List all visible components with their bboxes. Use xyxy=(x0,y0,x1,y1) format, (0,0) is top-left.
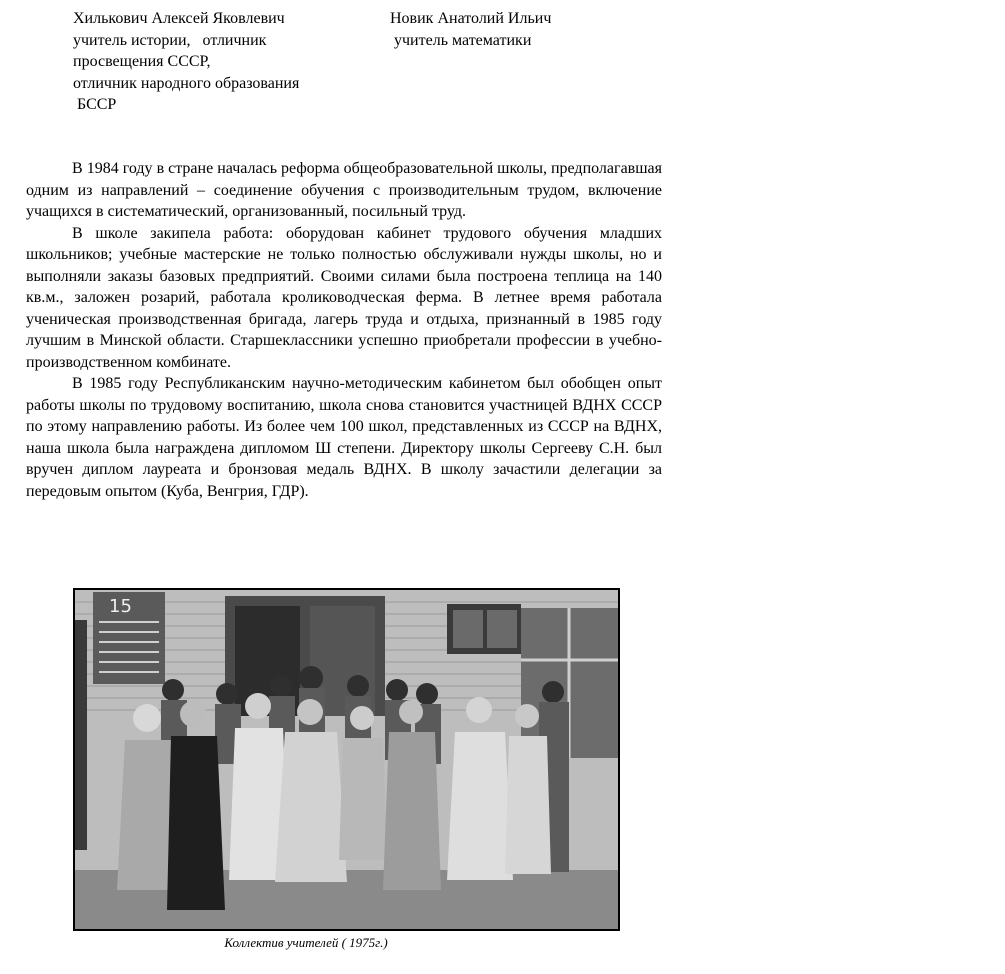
photo-illustration xyxy=(75,590,618,929)
paragraph: В школе закипела работа: оборудован кабинет трудового обучения младших школьников; учебные мастерские не только полностью обслуживали нужды школы, но и выполняли заказы базовых предприятий. Своими силами была построена теплица на 140 кв.м., заложен розарий, работала кролиководческая ферма. В летнее время работала ученическая производственная бригада, лагерь труда и отдыха, признанный в 1985 году лучшим в Минской области. Старшеклассники успешно приобретали профессии в учебно-производственном комбинате. xyxy=(26,224,662,371)
author-right-name: Новик Анатолий Ильич xyxy=(390,10,552,27)
paragraph: В 1984 году в стране началась реформа общеобразовательной школы, предполагавшая одним из направлений – соединение обучения с производительным трудом, включение учащихся в систематический, организованный, посильный труд. xyxy=(26,160,662,220)
author-left-line: просвещения СССР, xyxy=(73,53,211,70)
author-left-line: БССР xyxy=(73,96,117,113)
author-left-line: учитель истории, отличник xyxy=(73,31,267,49)
paragraph: В 1985 году Республиканским научно-методическим кабинетом был обобщен опыт работы школы по трудовому воспитанию, школа снова становится участницей ВДНХ СССР по этому направлению работы. Из более чем 100 школ, представленных из СССР на ВДНХ, наша школа была награждена дипломом Ш степени. Директору школы Сергееву С.Н. был вручен диплом лауреата и бронзовая медаль ВДНХ. В школу зачастили делегации за передовым опытом (Куба, Венгрия, ГДР). xyxy=(26,375,662,500)
author-right xyxy=(390,8,660,51)
author-left-line: отличник народного образования xyxy=(73,74,300,92)
author-left xyxy=(73,8,383,116)
author-right-line: учитель математики xyxy=(390,31,532,49)
body-text xyxy=(26,158,662,502)
sign-number: 15 xyxy=(109,596,132,617)
group-photo xyxy=(73,588,620,931)
photo-caption: Коллектив учителей ( 1975г.) xyxy=(224,935,388,950)
author-left-name: Хилькович Алексей Яковлевич xyxy=(73,10,285,27)
